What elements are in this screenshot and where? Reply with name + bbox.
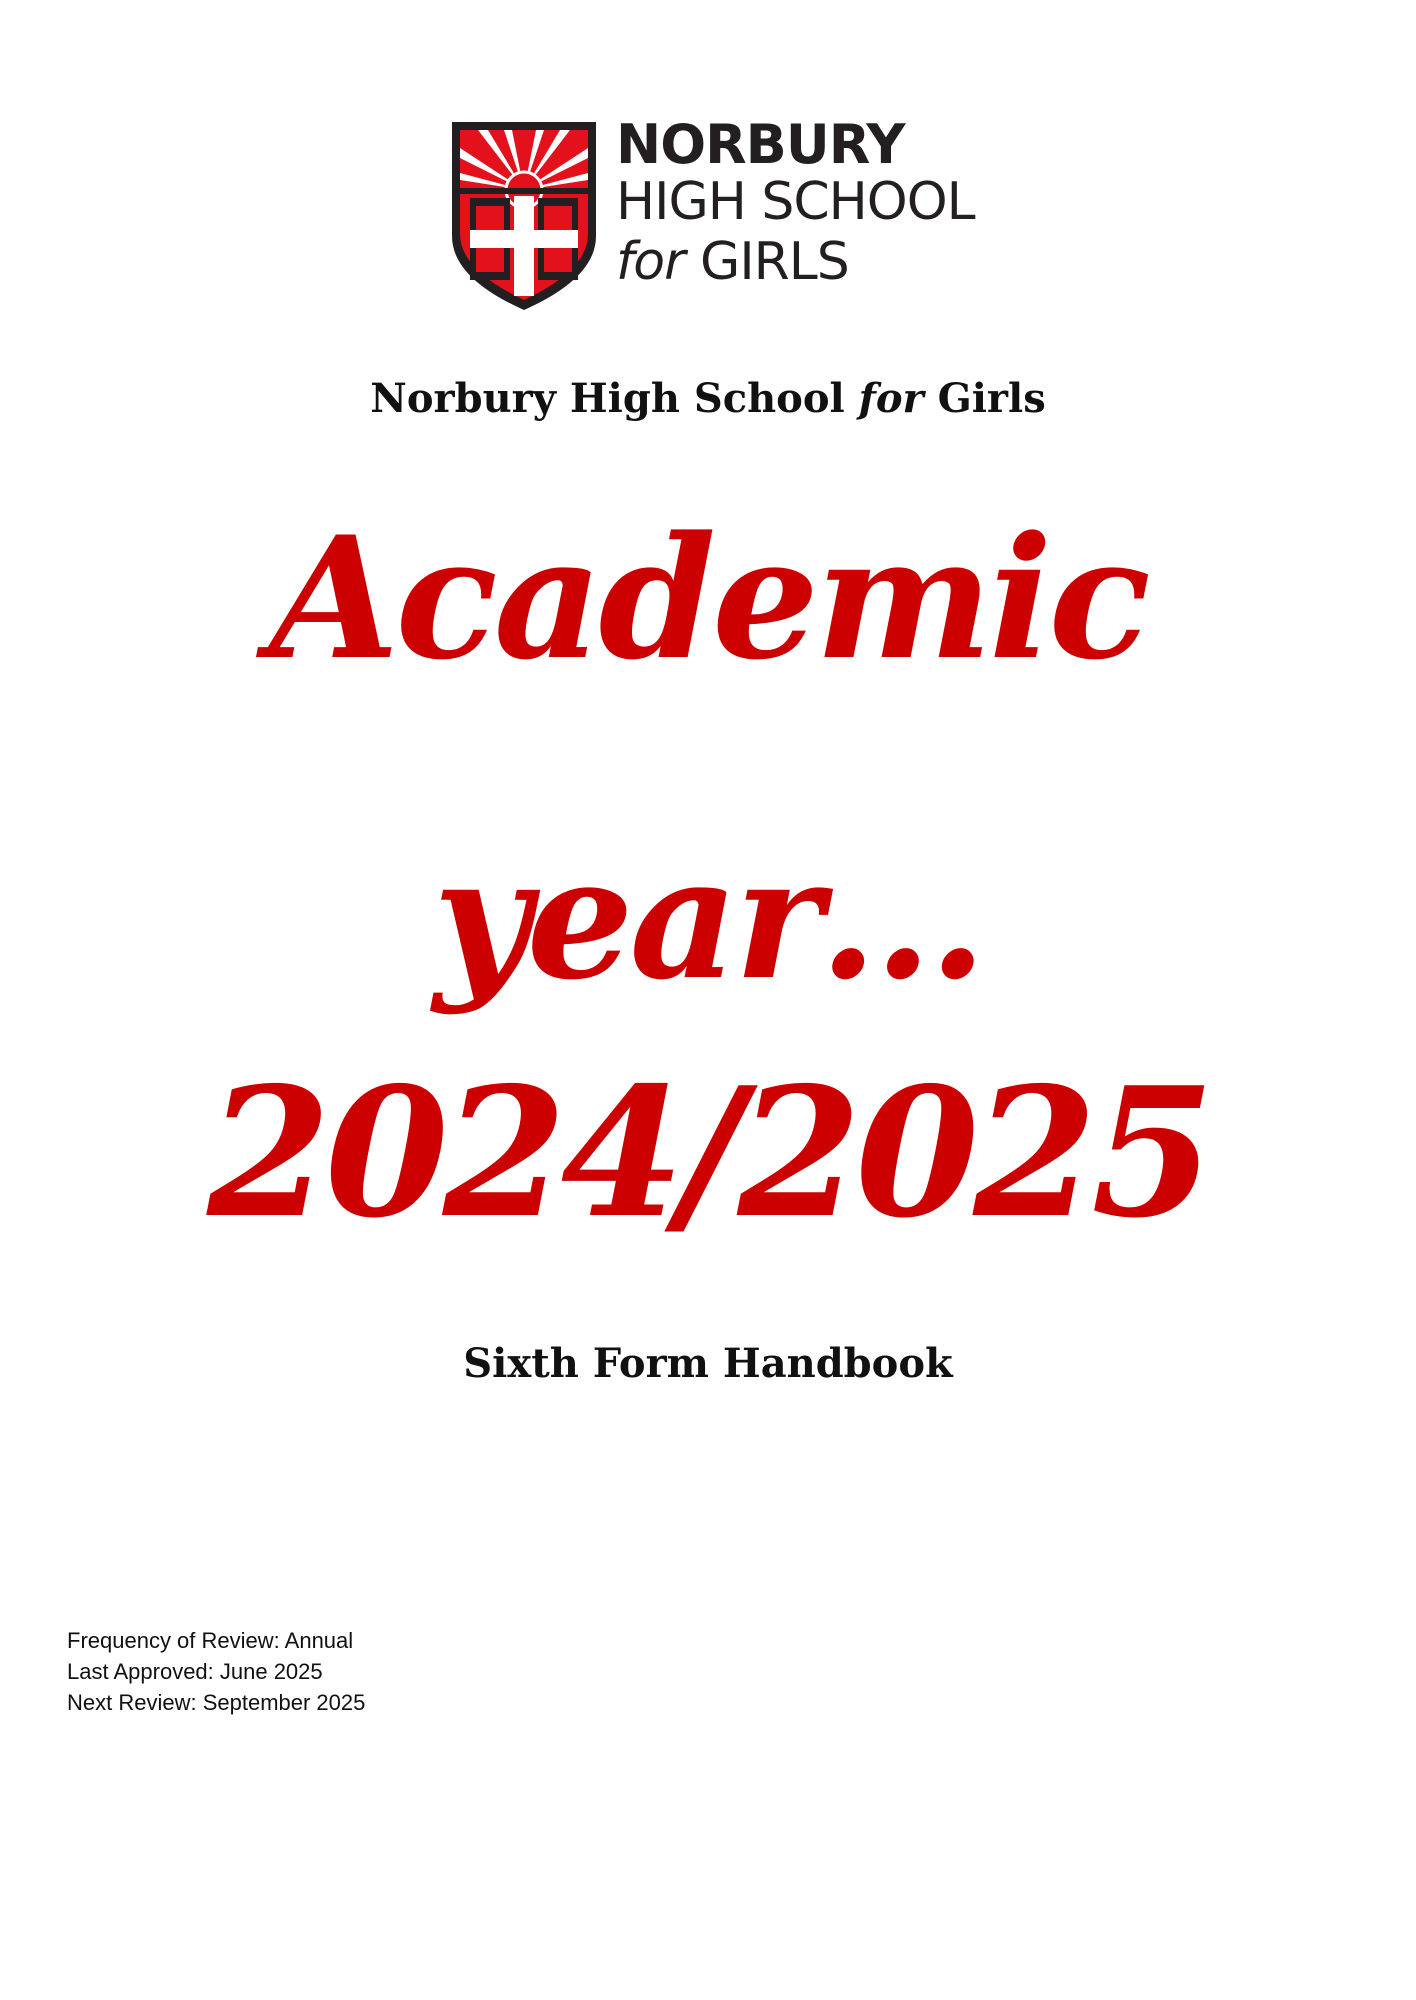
logo-line-high-school: HIGH SCHOOL [616,172,975,232]
title-academic: Academic [269,499,1147,697]
review-info [67,1625,365,1718]
school-logo [448,113,988,313]
title-year: year… [433,819,983,1017]
review-frequency: Frequency of Review: Annual [67,1628,354,1653]
school-name-before: Norbury High School [370,375,859,422]
school-name-after: Girls [923,375,1046,422]
handbook-subtitle: Sixth Form Handbook [463,1340,953,1387]
logo-wordmark [616,113,988,294]
school-crest-icon [448,118,600,313]
logo-for-word: for [616,232,685,292]
review-next: Next Review: September 2025 [67,1690,366,1715]
school-name-italic: for [858,375,924,422]
title-academic-year: 2024/2025 [207,1048,1209,1257]
school-name-heading [0,375,1416,422]
logo-line-norbury: NORBURY [616,113,905,176]
logo-girls-word: GIRLS [684,232,849,292]
review-last-approved: Last Approved: June 2025 [67,1659,323,1684]
logo-line-for-girls [616,232,988,294]
